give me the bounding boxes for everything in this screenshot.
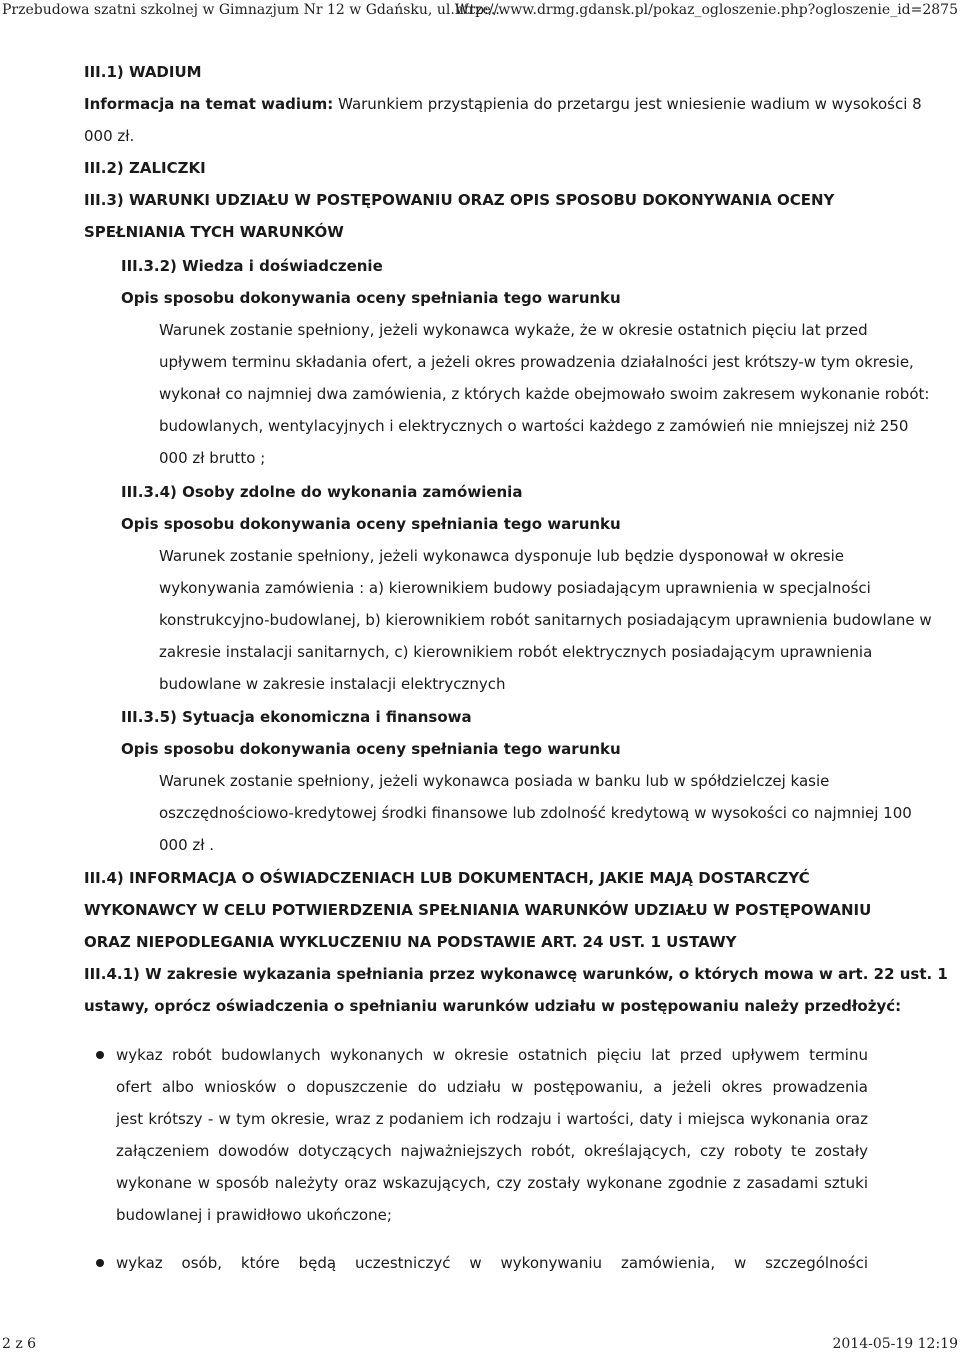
wadium-text-cont: 000 zł. xyxy=(84,127,135,145)
osoby-heading: III.3.4) Osoby zdolne do wykonania zamówienia xyxy=(121,483,523,501)
page-title: Przebudowa szatni szkolnej w Gimnazjum Nr 12 w Gdańsku, ul.Wrze... xyxy=(2,2,505,18)
print-datetime: 2014-05-19 12:19 xyxy=(832,1336,958,1352)
warunki-heading: III.3) WARUNKI UDZIAŁU W POSTĘPOWANIU ORAZ OPIS SPOSOBU DOKONYWANIA OCENY xyxy=(84,191,835,209)
zakres-heading: III.4.1) W zakresie wykazania spełniania przez wykonawcę warunków, o których mowa w art. 22 ust. 1 xyxy=(84,965,948,983)
osoby-line: wykonywania zamówienia : a) kierownikiem budowy posiadającym uprawnienia w specjalności xyxy=(159,579,871,597)
browser-print-footer xyxy=(0,1336,960,1354)
wiedza-line: Warunek zostanie spełniony, jeżeli wykonawca wykaże, że w okresie ostatnich pięciu lat przed xyxy=(159,321,868,339)
osoby-line: budowlane w zakresie instalacji elektrycznych xyxy=(159,675,506,693)
sytuacja-heading: III.3.5) Sytuacja ekonomiczna i finansowa xyxy=(121,708,472,726)
wiedza-heading: III.3.2) Wiedza i doświadczenie xyxy=(121,257,383,275)
zakres-heading: ustawy, oprócz oświadczenia o spełnianiu warunków udziału w postępowaniu należy przedłożyć: xyxy=(84,997,902,1015)
bullet-icon xyxy=(96,1051,104,1059)
bullet-line: załączeniem dowodów dotyczących najważniejszych robót, określających, czy roboty te zostały xyxy=(116,1142,868,1160)
bullet-line: wykonane w sposób należyty oraz wskazujących, czy zostały wykonane zgodnie z zasadami sztuki xyxy=(116,1174,868,1192)
osoby-line: Warunek zostanie spełniony, jeżeli wykonawca dysponuje lub będzie dysponował w okresie xyxy=(159,547,845,565)
wiedza-line: budowlanych, wentylacyjnych i elektrycznych o wartości każdego z zamówień nie mniejszej niż 250 xyxy=(159,417,909,435)
bullet-line: jest krótszy - w tym okresie, wraz z podaniem ich rodzaju i wartości, daty i miejsca wykonania oraz xyxy=(116,1110,868,1128)
page-url[interactable]: http://www.drmg.gdansk.pl/pokaz_ogloszenie.php?ogloszenie_id=2875 xyxy=(454,2,958,18)
sytuacja-line: oszczędnościowo-kredytowej środki finansowe lub zdolność kredytową w wysokości co najmniej 100 xyxy=(159,804,912,822)
warunki-heading-cont: SPEŁNIANIA TYCH WARUNKÓW xyxy=(84,223,344,241)
browser-print-header xyxy=(0,2,960,22)
opis-label: Opis sposobu dokonywania oceny spełniania tego warunku xyxy=(121,740,621,758)
wiedza-line: wykonał co najmniej dwa zamówienia, z których każde obejmowało swoim zakresem wykonanie robót: xyxy=(159,385,930,403)
osoby-line: konstrukcyjno-budowlanej, b) kierownikiem robót sanitarnych posiadającym uprawnienia budowlane w xyxy=(159,611,932,629)
opis-label: Opis sposobu dokonywania oceny spełniania tego warunku xyxy=(121,289,621,307)
page-number: 2 z 6 xyxy=(2,1336,37,1352)
zaliczki-heading: III.2) ZALICZKI xyxy=(84,159,206,177)
wadium-heading: III.1) WADIUM xyxy=(84,63,202,81)
bullet-icon xyxy=(96,1259,104,1267)
bullet-line: wykaz osób, które będą uczestniczyć w wykonywaniu zamówienia, w szczególności xyxy=(116,1254,868,1272)
bullet-line: budowlanej i prawidłowo ukończone; xyxy=(116,1206,392,1224)
informacja-heading: ORAZ NIEPODLEGANIA WYKLUCZENIU NA PODSTAWIE ART. 24 UST. 1 USTAWY xyxy=(84,933,737,951)
informacja-heading: III.4) INFORMACJA O OŚWIADCZENIACH LUB DOKUMENTACH, JAKIE MAJĄ DOSTARCZYĆ xyxy=(84,869,810,887)
wiedza-line: upływem terminu składania ofert, a jeżeli okres prowadzenia działalności jest krótszy-w tym okresie, xyxy=(159,353,914,371)
sytuacja-line: Warunek zostanie spełniony, jeżeli wykonawca posiada w banku lub w spółdzielczej kasie xyxy=(159,772,830,790)
bullet-line: ofert albo wniosków o dopuszczenie do udziału w postępowaniu, a jeżeli okres prowadzenia xyxy=(116,1078,868,1096)
informacja-heading: WYKONAWCY W CELU POTWIERDZENIA SPEŁNIANIA WARUNKÓW UDZIAŁU W POSTĘPOWANIU xyxy=(84,901,872,919)
wadium-info xyxy=(84,94,922,114)
wadium-text: Warunkiem przystąpienia do przetargu jest wniesienie wadium w wysokości 8 xyxy=(338,95,922,113)
osoby-line: zakresie instalacji sanitarnych, c) kierownikiem robót elektrycznych posiadającym uprawnienia xyxy=(159,643,873,661)
opis-label: Opis sposobu dokonywania oceny spełniania tego warunku xyxy=(121,515,621,533)
bullet-line: wykaz robót budowlanych wykonanych w okresie ostatnich pięciu lat przed upływem terminu xyxy=(116,1046,868,1064)
wiedza-line: 000 zł brutto ; xyxy=(159,449,266,467)
sytuacja-line: 000 zł . xyxy=(159,836,215,854)
wadium-label: Informacja na temat wadium: xyxy=(84,95,334,113)
